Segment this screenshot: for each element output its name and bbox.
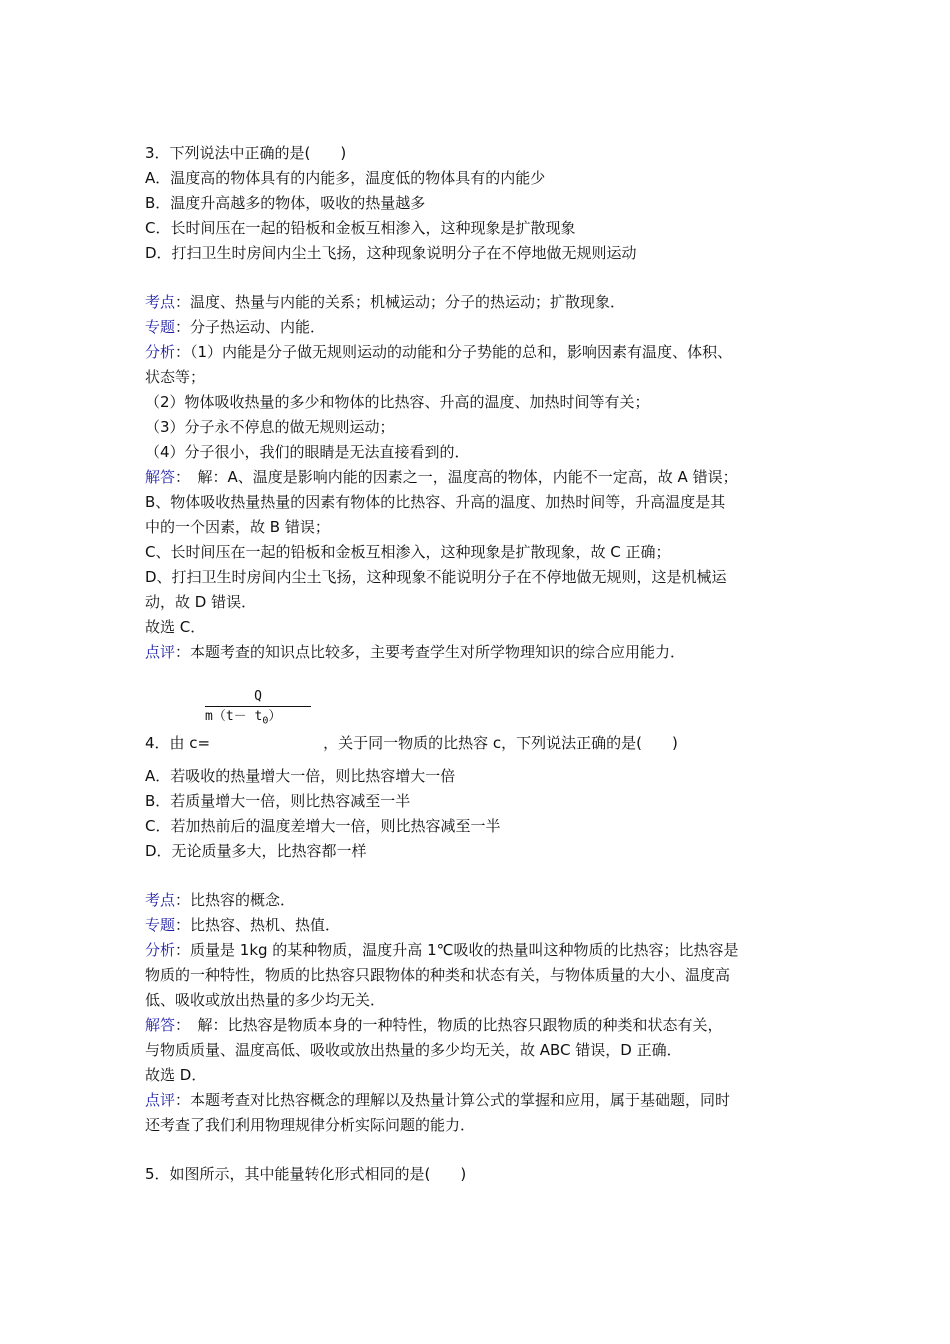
jieda-label: 解答: [145, 468, 176, 486]
q4-stem: 4．由 c= ，关于同一物质的比热容 c，下列说法正确的是( ): [145, 734, 678, 752]
q3-kaodian: 考点：温度、热量与内能的关系；机械运动；分子的热运动；扩散现象．: [145, 293, 626, 311]
q3-fenxi: 分析：（1）内能是分子做无规则运动的动能和分子势能的总和，影响因素有温度、体积、: [145, 343, 733, 361]
q4-option-c: C．若加热前后的温度差增大一倍，则比热容减至一半: [145, 817, 501, 835]
kaodian-label: 考点: [145, 293, 176, 311]
q3-option-a: A．温度高的物体具有的内能多，温度低的物体具有的内能少: [145, 169, 546, 187]
q3-jieda-line: 故选 C．: [145, 618, 206, 636]
q4-fenxi: 分析：质量是 1kg 的某种物质，温度升高 1℃吸收的热量叫这种物质的比热容；比热容是: [145, 941, 739, 959]
q3-jieda-line: B、物体吸收热量热量的因素有物体的比热容、升高的温度、加热时间等，升高温度是其: [145, 493, 726, 511]
zhuanti-label: 专题: [145, 916, 176, 934]
q3-fenxi-line: （2）物体吸收热量的多少和物体的比热容、升高的温度、加热时间等有关；: [145, 393, 650, 411]
q3-jieda: 解答： 解：A、温度是影响内能的因素之一，温度高的物体，内能不一定高，故 A 错误；: [145, 468, 738, 486]
q3-fenxi-line: （4）分子很小，我们的眼睛是无法直接看到的．: [145, 443, 470, 461]
q4-dianping-line: 还考查了我们利用物理规律分析实际问题的能力．: [145, 1116, 476, 1134]
q3-dianping: 点评：本题考查的知识点比较多，主要考查学生对所学物理知识的综合应用能力．: [145, 643, 686, 661]
q4-fenxi-line: 低、吸收或放出热量的多少均无关．: [145, 991, 386, 1009]
dianping-label: 点评: [145, 1091, 176, 1109]
q3-option-d: D．打扫卫生时房间内尘土飞扬，这种现象说明分子在不停地做无规则运动: [145, 244, 637, 262]
q3-option-b: B．温度升高越多的物体，吸收的热量越多: [145, 194, 426, 212]
q4-option-d: D．无论质量多大，比热容都一样: [145, 842, 367, 860]
q4-dianping: 点评：本题考查对比热容概念的理解以及热量计算公式的掌握和应用，属于基础题，同时: [145, 1091, 731, 1109]
q4-kaodian: 考点：比热容的概念．: [145, 891, 296, 909]
q3-stem: 3．下列说法中正确的是( ): [145, 144, 347, 162]
q4-zhuanti: 专题：比热容、热机、热值．: [145, 916, 341, 934]
q4-fenxi-line: 物质的一种特性，物质的比热容只跟物体的种类和状态有关，与物体质量的大小、温度高: [145, 966, 731, 984]
formula-numerator: Q: [254, 689, 262, 704]
q4-jieda: 解答： 解：比热容是物质本身的一种特性，物质的比热容只跟物质的种类和状态有关，: [145, 1016, 723, 1034]
q3-jieda-line: 动，故 D 错误．: [145, 593, 257, 611]
q3-zhuanti: 专题：分子热运动、内能．: [145, 318, 326, 336]
fenxi-label: 分析: [145, 343, 176, 361]
heat-capacity-formula: [205, 688, 311, 727]
dianping-label: 点评: [145, 643, 176, 661]
kaodian-label: 考点: [145, 891, 176, 909]
q4-jieda-line: 故选 D．: [145, 1066, 207, 1084]
q4-jieda-line: 与物质质量、温度高低、吸收或放出热量的多少均无关，故 ABC 错误，D 正确．: [145, 1041, 682, 1059]
q4-option-a: A．若吸收的热量增大一倍，则比热容增大一倍: [145, 767, 456, 785]
q4-option-b: B．若质量增大一倍，则比热容减至一半: [145, 792, 411, 810]
zhuanti-label: 专题: [145, 318, 176, 336]
jieda-label: 解答: [145, 1016, 176, 1034]
q3-jieda-line: 中的一个因素，故 B 错误；: [145, 518, 330, 536]
q3-jieda-line: C、长时间压在一起的铅板和金板互相渗入，这种现象是扩散现象，故 C 正确；: [145, 543, 671, 561]
q5-stem: 5．如图所示，其中能量转化形式相同的是( ): [145, 1165, 467, 1183]
q3-fenxi-line: （3）分子永不停息的做无规则运动；: [145, 418, 395, 436]
fenxi-label: 分析: [145, 941, 176, 959]
formula-denominator: $m(t- t_0)$: [205, 709, 282, 727]
q3-fenxi-line: 状态等；: [145, 368, 206, 386]
q3-option-c: C．长时间压在一起的铅板和金板互相渗入，这种现象是扩散现象: [145, 219, 576, 237]
q3-jieda-line: D、打扫卫生时房间内尘土飞扬，这种现象不能说明分子在不停地做无规则，这是机械运: [145, 568, 727, 586]
